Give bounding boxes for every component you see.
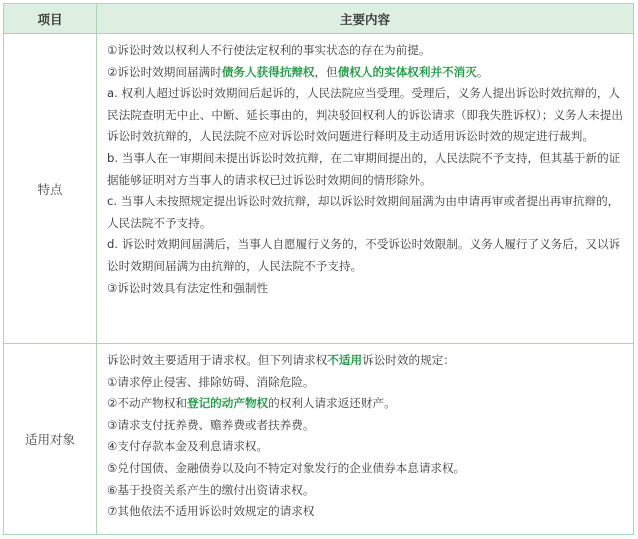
text-segment: ②诉讼时效期间届满时: [107, 64, 222, 79]
text-segment: ②不动产物权和: [107, 396, 187, 411]
content-paragraph: [107, 458, 627, 480]
content-paragraph: [107, 83, 627, 148]
text-segment: b. 当事人在一审期间未提出诉讼时效抗辩，在二审期间提出的，人民法院不予支持，但其基于新的证据能够证明对方当事人的请求权已过诉讼时效期间的情形除外。: [107, 150, 621, 187]
text-segment: ①请求停止侵害、排除妨碍、消除危险。: [107, 374, 315, 389]
text-segment: ⑥基于投资关系产生的缴付出资请求权。: [107, 482, 315, 497]
row-content-features: [97, 34, 633, 344]
content-paragraph: [107, 148, 627, 191]
text-segment: 诉讼时效的规定：: [362, 353, 455, 367]
content-paragraph: [107, 372, 627, 394]
text-segment: 诉讼时效主要适用于请求权。但下列请求权: [107, 353, 328, 367]
content-paragraph: [107, 278, 627, 300]
content-paragraph: [107, 191, 627, 234]
header-content-col: 主要内容: [97, 4, 633, 34]
content-paragraph: [107, 480, 627, 502]
text-segment: ①诉讼时效以权利人不行使法定权利的事实状态的存在为前提。: [107, 43, 431, 57]
highlight-text: 债务人获得抗辩权: [221, 64, 315, 79]
row-label-features: 特点: [4, 34, 97, 344]
text-segment: ⑤兑付国债、金融债券以及向不特定对象发行的企业债券本息请求权。: [107, 460, 466, 475]
highlight-text: 不适用: [327, 353, 363, 367]
row-content-scope: [97, 344, 633, 534]
highlight-text: 登记的动产物权: [186, 396, 269, 411]
text-segment: ⑦其他依法不适用诉讼时效规定的请求权: [107, 504, 315, 519]
text-segment: ④支付存款本金及利息请求权。: [107, 439, 269, 454]
text-segment: c. 当事人未按照规定提出诉讼时效抗辩，却以诉讼时效期间届满为由申请再审或者提出再审抗辩的，人民法院不予支持。: [107, 194, 620, 230]
content-table: [3, 3, 634, 535]
text-segment: ③诉讼时效具有法定性和强制性: [107, 280, 269, 295]
content-paragraph: [107, 40, 627, 62]
highlight-text: 债权人的实体权利并不消灭: [337, 64, 477, 79]
content-paragraph: [107, 501, 627, 523]
text-segment: ，但: [314, 64, 338, 79]
content-paragraph: [107, 436, 627, 458]
text-segment: 。: [476, 64, 489, 79]
content-paragraph: [107, 62, 627, 84]
content-paragraph: [107, 393, 627, 415]
header-item-col: 项目: [4, 4, 97, 34]
text-segment: a. 权利人超过诉讼时效期间后起诉的，人民法院应当受理。受理后，义务人提出诉讼时效抗辩的，人民法院查明无中止、中断、延长事由的，判决驳回权利人的诉讼请求（即我失胜诉权）；义务人未提出诉讼时效抗辩的，人民法院不应对诉讼时效问题进行释明及主动适用诉讼时效的规定进行裁判。: [107, 86, 623, 144]
text-segment: ③请求支付抚养费、赡养费或者扶养费。: [107, 417, 315, 432]
text-segment: 的权利人请求返还财产。: [268, 396, 396, 411]
text-segment: d. 诉讼时效期间届满后，当事人自愿履行义务的，不受诉讼时效限制。义务人履行了义务后，又以诉讼时效期间届满为由抗辩的，人民法院不予支持。: [107, 237, 621, 273]
content-paragraph: [107, 234, 627, 277]
content-paragraph: [107, 415, 627, 437]
row-label-scope: 适用对象: [4, 344, 97, 534]
content-paragraph: [107, 350, 627, 372]
